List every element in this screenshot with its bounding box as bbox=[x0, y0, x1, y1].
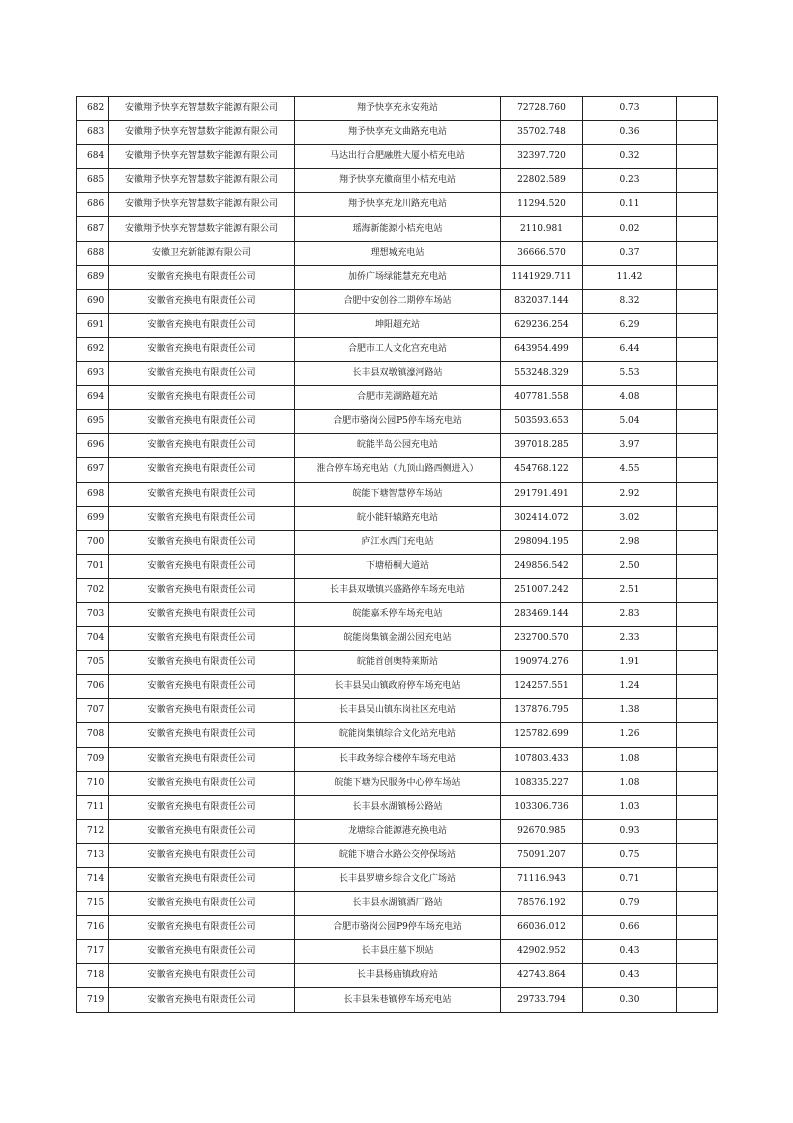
cell-remark bbox=[677, 964, 718, 988]
cell-station: 下塘梧桐大道站 bbox=[295, 554, 501, 578]
cell-ratio: 0.43 bbox=[583, 940, 677, 964]
table-row bbox=[77, 578, 718, 602]
cell-company: 安徽翔予快享充智慧数字能源有限公司 bbox=[109, 169, 295, 193]
cell-ratio: 0.11 bbox=[583, 193, 677, 217]
cell-company: 安徽翔予快享充智慧数字能源有限公司 bbox=[109, 145, 295, 169]
cell-amount: 107803.433 bbox=[501, 747, 583, 771]
cell-station: 皖能岗集镇金湖公园充电站 bbox=[295, 627, 501, 651]
cell-amount: 553248.329 bbox=[501, 362, 583, 386]
cell-station: 加侨广场绿能慧充充电站 bbox=[295, 265, 501, 289]
cell-amount: 75091.207 bbox=[501, 843, 583, 867]
cell-amount: 503593.653 bbox=[501, 410, 583, 434]
cell-amount: 454768.122 bbox=[501, 458, 583, 482]
table-row bbox=[77, 795, 718, 819]
cell-station: 皖能首创奥特莱斯站 bbox=[295, 651, 501, 675]
cell-index: 687 bbox=[77, 217, 109, 241]
table-row bbox=[77, 675, 718, 699]
cell-remark bbox=[677, 289, 718, 313]
cell-index: 685 bbox=[77, 169, 109, 193]
cell-amount: 103306.736 bbox=[501, 795, 583, 819]
cell-remark bbox=[677, 723, 718, 747]
cell-company: 安徽省充换电有限责任公司 bbox=[109, 386, 295, 410]
cell-remark bbox=[677, 506, 718, 530]
cell-ratio: 0.75 bbox=[583, 843, 677, 867]
cell-remark bbox=[677, 313, 718, 337]
cell-remark bbox=[677, 843, 718, 867]
table-row bbox=[77, 747, 718, 771]
cell-station: 坤阳超充站 bbox=[295, 313, 501, 337]
cell-station: 长丰县双墩镇兴盛路停车场充电站 bbox=[295, 578, 501, 602]
cell-index: 706 bbox=[77, 675, 109, 699]
cell-ratio: 1.08 bbox=[583, 771, 677, 795]
cell-company: 安徽省充换电有限责任公司 bbox=[109, 964, 295, 988]
cell-station: 长丰县吴山镇东岗社区充电站 bbox=[295, 699, 501, 723]
cell-index: 694 bbox=[77, 386, 109, 410]
cell-ratio: 1.24 bbox=[583, 675, 677, 699]
cell-ratio: 3.97 bbox=[583, 434, 677, 458]
cell-remark bbox=[677, 193, 718, 217]
cell-index: 697 bbox=[77, 458, 109, 482]
cell-remark bbox=[677, 434, 718, 458]
cell-amount: 22802.589 bbox=[501, 169, 583, 193]
cell-station: 合肥市工人文化宫充电站 bbox=[295, 337, 501, 361]
cell-company: 安徽翔予快享充智慧数字能源有限公司 bbox=[109, 97, 295, 121]
table-row bbox=[77, 121, 718, 145]
cell-amount: 32397.720 bbox=[501, 145, 583, 169]
cell-station: 翔予快享充龙川路充电站 bbox=[295, 193, 501, 217]
cell-amount: 232700.570 bbox=[501, 627, 583, 651]
cell-ratio: 2.33 bbox=[583, 627, 677, 651]
cell-station: 理想城充电站 bbox=[295, 241, 501, 265]
cell-ratio: 2.50 bbox=[583, 554, 677, 578]
cell-index: 711 bbox=[77, 795, 109, 819]
cell-index: 701 bbox=[77, 554, 109, 578]
cell-index: 710 bbox=[77, 771, 109, 795]
table-row bbox=[77, 386, 718, 410]
cell-index: 686 bbox=[77, 193, 109, 217]
cell-index: 709 bbox=[77, 747, 109, 771]
cell-amount: 72728.760 bbox=[501, 97, 583, 121]
cell-index: 712 bbox=[77, 819, 109, 843]
cell-amount: 137876.795 bbox=[501, 699, 583, 723]
cell-company: 安徽省充换电有限责任公司 bbox=[109, 651, 295, 675]
cell-index: 715 bbox=[77, 892, 109, 916]
table-row bbox=[77, 843, 718, 867]
cell-ratio: 3.02 bbox=[583, 506, 677, 530]
cell-ratio: 1.38 bbox=[583, 699, 677, 723]
cell-remark bbox=[677, 651, 718, 675]
cell-station: 皖能下塘为民服务中心停车场站 bbox=[295, 771, 501, 795]
cell-ratio: 1.26 bbox=[583, 723, 677, 747]
table-row bbox=[77, 868, 718, 892]
cell-ratio: 0.37 bbox=[583, 241, 677, 265]
cell-station: 皖能半岛公园充电站 bbox=[295, 434, 501, 458]
cell-index: 708 bbox=[77, 723, 109, 747]
cell-remark bbox=[677, 217, 718, 241]
cell-remark bbox=[677, 940, 718, 964]
cell-company: 安徽省充换电有限责任公司 bbox=[109, 988, 295, 1012]
cell-ratio: 0.79 bbox=[583, 892, 677, 916]
table-row bbox=[77, 193, 718, 217]
cell-amount: 66036.012 bbox=[501, 916, 583, 940]
cell-amount: 643954.499 bbox=[501, 337, 583, 361]
cell-station: 长丰县吴山镇政府停车场充电站 bbox=[295, 675, 501, 699]
cell-index: 716 bbox=[77, 916, 109, 940]
cell-index: 693 bbox=[77, 362, 109, 386]
cell-index: 705 bbox=[77, 651, 109, 675]
cell-index: 699 bbox=[77, 506, 109, 530]
cell-remark bbox=[677, 241, 718, 265]
cell-index: 682 bbox=[77, 97, 109, 121]
cell-remark bbox=[677, 988, 718, 1012]
cell-amount: 78576.192 bbox=[501, 892, 583, 916]
cell-index: 683 bbox=[77, 121, 109, 145]
table-row bbox=[77, 169, 718, 193]
cell-amount: 283469.144 bbox=[501, 602, 583, 626]
cell-ratio: 0.23 bbox=[583, 169, 677, 193]
cell-ratio: 0.66 bbox=[583, 916, 677, 940]
cell-amount: 36666.570 bbox=[501, 241, 583, 265]
cell-station: 长丰县水湖镇杨公路站 bbox=[295, 795, 501, 819]
cell-ratio: 4.08 bbox=[583, 386, 677, 410]
cell-station: 合肥市骆岗公园P5停车场充电站 bbox=[295, 410, 501, 434]
cell-ratio: 0.73 bbox=[583, 97, 677, 121]
cell-station: 庐江水西门充电站 bbox=[295, 530, 501, 554]
cell-index: 702 bbox=[77, 578, 109, 602]
cell-station: 淮合停车场充电站（九顶山路西侧进入） bbox=[295, 458, 501, 482]
cell-company: 安徽省充换电有限责任公司 bbox=[109, 482, 295, 506]
cell-company: 安徽省充换电有限责任公司 bbox=[109, 723, 295, 747]
cell-amount: 629236.254 bbox=[501, 313, 583, 337]
cell-index: 713 bbox=[77, 843, 109, 867]
table-row bbox=[77, 723, 718, 747]
cell-remark bbox=[677, 337, 718, 361]
cell-station: 瑶海新能源小桔充电站 bbox=[295, 217, 501, 241]
cell-index: 695 bbox=[77, 410, 109, 434]
cell-ratio: 5.04 bbox=[583, 410, 677, 434]
cell-ratio: 4.55 bbox=[583, 458, 677, 482]
cell-company: 安徽省充换电有限责任公司 bbox=[109, 771, 295, 795]
cell-amount: 397018.285 bbox=[501, 434, 583, 458]
cell-remark bbox=[677, 699, 718, 723]
cell-remark bbox=[677, 627, 718, 651]
cell-remark bbox=[677, 97, 718, 121]
cell-amount: 302414.072 bbox=[501, 506, 583, 530]
cell-amount: 11294.520 bbox=[501, 193, 583, 217]
cell-company: 安徽省充换电有限责任公司 bbox=[109, 506, 295, 530]
cell-station: 翔予快享充文曲路充电站 bbox=[295, 121, 501, 145]
cell-remark bbox=[677, 868, 718, 892]
table-row bbox=[77, 337, 718, 361]
cell-amount: 42902.952 bbox=[501, 940, 583, 964]
cell-remark bbox=[677, 265, 718, 289]
cell-station: 合肥市骆岗公园P9停车场充电站 bbox=[295, 916, 501, 940]
table-row bbox=[77, 988, 718, 1012]
cell-company: 安徽省充换电有限责任公司 bbox=[109, 843, 295, 867]
cell-station: 皖能嘉禾停车场充电站 bbox=[295, 602, 501, 626]
cell-ratio: 0.43 bbox=[583, 964, 677, 988]
cell-remark bbox=[677, 482, 718, 506]
cell-index: 718 bbox=[77, 964, 109, 988]
cell-remark bbox=[677, 771, 718, 795]
cell-index: 703 bbox=[77, 602, 109, 626]
table-row bbox=[77, 145, 718, 169]
cell-index: 714 bbox=[77, 868, 109, 892]
cell-index: 684 bbox=[77, 145, 109, 169]
table-row bbox=[77, 892, 718, 916]
table-row bbox=[77, 313, 718, 337]
cell-index: 717 bbox=[77, 940, 109, 964]
cell-ratio: 0.36 bbox=[583, 121, 677, 145]
cell-station: 长丰县水湖镇酒厂路站 bbox=[295, 892, 501, 916]
cell-remark bbox=[677, 892, 718, 916]
cell-remark bbox=[677, 169, 718, 193]
cell-remark bbox=[677, 410, 718, 434]
table-row bbox=[77, 554, 718, 578]
cell-index: 692 bbox=[77, 337, 109, 361]
table-row bbox=[77, 916, 718, 940]
cell-station: 皖能下塘智慧停车场站 bbox=[295, 482, 501, 506]
cell-index: 690 bbox=[77, 289, 109, 313]
table-row bbox=[77, 699, 718, 723]
cell-station: 长丰县庄墓下坝站 bbox=[295, 940, 501, 964]
cell-index: 691 bbox=[77, 313, 109, 337]
cell-amount: 124257.551 bbox=[501, 675, 583, 699]
cell-company: 安徽卫充新能源有限公司 bbox=[109, 241, 295, 265]
cell-remark bbox=[677, 795, 718, 819]
table-row bbox=[77, 217, 718, 241]
cell-station: 长丰县罗塘乡综合文化广场站 bbox=[295, 868, 501, 892]
cell-company: 安徽省充换电有限责任公司 bbox=[109, 747, 295, 771]
table-row bbox=[77, 410, 718, 434]
cell-index: 700 bbox=[77, 530, 109, 554]
cell-remark bbox=[677, 747, 718, 771]
cell-amount: 249856.542 bbox=[501, 554, 583, 578]
cell-company: 安徽省充换电有限责任公司 bbox=[109, 892, 295, 916]
cell-remark bbox=[677, 386, 718, 410]
station-table-body bbox=[77, 97, 718, 1013]
cell-station: 长丰县朱巷镇停车场充电站 bbox=[295, 988, 501, 1012]
table-row bbox=[77, 819, 718, 843]
cell-company: 安徽省充换电有限责任公司 bbox=[109, 265, 295, 289]
cell-station: 长丰政务综合楼停车场充电站 bbox=[295, 747, 501, 771]
cell-remark bbox=[677, 819, 718, 843]
cell-ratio: 2.92 bbox=[583, 482, 677, 506]
cell-ratio: 5.53 bbox=[583, 362, 677, 386]
cell-remark bbox=[677, 362, 718, 386]
cell-index: 719 bbox=[77, 988, 109, 1012]
cell-ratio: 1.08 bbox=[583, 747, 677, 771]
table-row bbox=[77, 458, 718, 482]
cell-remark bbox=[677, 121, 718, 145]
cell-amount: 2110.981 bbox=[501, 217, 583, 241]
cell-company: 安徽省充换电有限责任公司 bbox=[109, 530, 295, 554]
cell-company: 安徽省充换电有限责任公司 bbox=[109, 434, 295, 458]
cell-ratio: 2.51 bbox=[583, 578, 677, 602]
cell-station: 翔予快享充徽商里小桔充电站 bbox=[295, 169, 501, 193]
table-row bbox=[77, 940, 718, 964]
cell-index: 688 bbox=[77, 241, 109, 265]
cell-company: 安徽省充换电有限责任公司 bbox=[109, 362, 295, 386]
cell-station: 合肥中安创谷二期停车场站 bbox=[295, 289, 501, 313]
table-row bbox=[77, 602, 718, 626]
cell-amount: 71116.943 bbox=[501, 868, 583, 892]
cell-remark bbox=[677, 554, 718, 578]
cell-amount: 407781.558 bbox=[501, 386, 583, 410]
cell-station: 长丰县杨庙镇政府站 bbox=[295, 964, 501, 988]
cell-company: 安徽省充换电有限责任公司 bbox=[109, 554, 295, 578]
cell-station: 马达出行合肥融胜大厦小桔充电站 bbox=[295, 145, 501, 169]
cell-company: 安徽省充换电有限责任公司 bbox=[109, 940, 295, 964]
cell-remark bbox=[677, 530, 718, 554]
cell-company: 安徽省充换电有限责任公司 bbox=[109, 602, 295, 626]
cell-company: 安徽省充换电有限责任公司 bbox=[109, 289, 295, 313]
cell-company: 安徽翔予快享充智慧数字能源有限公司 bbox=[109, 121, 295, 145]
cell-station: 长丰县双墩镇濠河路站 bbox=[295, 362, 501, 386]
cell-index: 704 bbox=[77, 627, 109, 651]
cell-company: 安徽翔予快享充智慧数字能源有限公司 bbox=[109, 193, 295, 217]
station-table bbox=[76, 96, 718, 1013]
cell-station: 翔予快享充永安苑站 bbox=[295, 97, 501, 121]
cell-amount: 29733.794 bbox=[501, 988, 583, 1012]
cell-amount: 108335.227 bbox=[501, 771, 583, 795]
table-row bbox=[77, 771, 718, 795]
table-row bbox=[77, 530, 718, 554]
cell-ratio: 0.02 bbox=[583, 217, 677, 241]
cell-index: 698 bbox=[77, 482, 109, 506]
cell-company: 安徽翔予快享充智慧数字能源有限公司 bbox=[109, 217, 295, 241]
cell-amount: 190974.276 bbox=[501, 651, 583, 675]
cell-ratio: 1.91 bbox=[583, 651, 677, 675]
cell-remark bbox=[677, 675, 718, 699]
table-row bbox=[77, 506, 718, 530]
cell-company: 安徽省充换电有限责任公司 bbox=[109, 337, 295, 361]
cell-index: 689 bbox=[77, 265, 109, 289]
cell-ratio: 6.44 bbox=[583, 337, 677, 361]
table-row bbox=[77, 362, 718, 386]
cell-remark bbox=[677, 578, 718, 602]
cell-station: 合肥市芜湖路超充站 bbox=[295, 386, 501, 410]
cell-ratio: 0.71 bbox=[583, 868, 677, 892]
cell-ratio: 2.98 bbox=[583, 530, 677, 554]
table-row bbox=[77, 289, 718, 313]
cell-amount: 291791.491 bbox=[501, 482, 583, 506]
table-row bbox=[77, 265, 718, 289]
cell-index: 707 bbox=[77, 699, 109, 723]
cell-remark bbox=[677, 458, 718, 482]
cell-company: 安徽省充换电有限责任公司 bbox=[109, 795, 295, 819]
cell-ratio: 0.93 bbox=[583, 819, 677, 843]
cell-amount: 35702.748 bbox=[501, 121, 583, 145]
cell-company: 安徽省充换电有限责任公司 bbox=[109, 819, 295, 843]
cell-ratio: 1.03 bbox=[583, 795, 677, 819]
table-row bbox=[77, 434, 718, 458]
cell-remark bbox=[677, 602, 718, 626]
cell-remark bbox=[677, 916, 718, 940]
cell-amount: 42743.864 bbox=[501, 964, 583, 988]
cell-station: 皖能岗集镇综合文化站充电站 bbox=[295, 723, 501, 747]
cell-amount: 251007.242 bbox=[501, 578, 583, 602]
cell-amount: 832037.144 bbox=[501, 289, 583, 313]
cell-company: 安徽省充换电有限责任公司 bbox=[109, 916, 295, 940]
cell-company: 安徽省充换电有限责任公司 bbox=[109, 410, 295, 434]
cell-ratio: 11.42 bbox=[583, 265, 677, 289]
table-row bbox=[77, 97, 718, 121]
cell-ratio: 0.30 bbox=[583, 988, 677, 1012]
cell-amount: 125782.699 bbox=[501, 723, 583, 747]
cell-remark bbox=[677, 145, 718, 169]
cell-ratio: 2.83 bbox=[583, 602, 677, 626]
cell-amount: 92670.985 bbox=[501, 819, 583, 843]
cell-company: 安徽省充换电有限责任公司 bbox=[109, 699, 295, 723]
cell-company: 安徽省充换电有限责任公司 bbox=[109, 675, 295, 699]
cell-ratio: 6.29 bbox=[583, 313, 677, 337]
table-row bbox=[77, 651, 718, 675]
cell-index: 696 bbox=[77, 434, 109, 458]
cell-ratio: 0.32 bbox=[583, 145, 677, 169]
cell-company: 安徽省充换电有限责任公司 bbox=[109, 578, 295, 602]
cell-company: 安徽省充换电有限责任公司 bbox=[109, 458, 295, 482]
cell-company: 安徽省充换电有限责任公司 bbox=[109, 627, 295, 651]
cell-station: 皖能下塘合水路公交停保场站 bbox=[295, 843, 501, 867]
cell-company: 安徽省充换电有限责任公司 bbox=[109, 313, 295, 337]
cell-amount: 1141929.711 bbox=[501, 265, 583, 289]
table-row bbox=[77, 627, 718, 651]
table-row bbox=[77, 241, 718, 265]
cell-amount: 298094.195 bbox=[501, 530, 583, 554]
cell-station: 皖小能轩辕路充电站 bbox=[295, 506, 501, 530]
cell-station: 龙塘综合能源港充换电站 bbox=[295, 819, 501, 843]
cell-company: 安徽省充换电有限责任公司 bbox=[109, 868, 295, 892]
cell-ratio: 8.32 bbox=[583, 289, 677, 313]
table-row bbox=[77, 482, 718, 506]
table-row bbox=[77, 964, 718, 988]
